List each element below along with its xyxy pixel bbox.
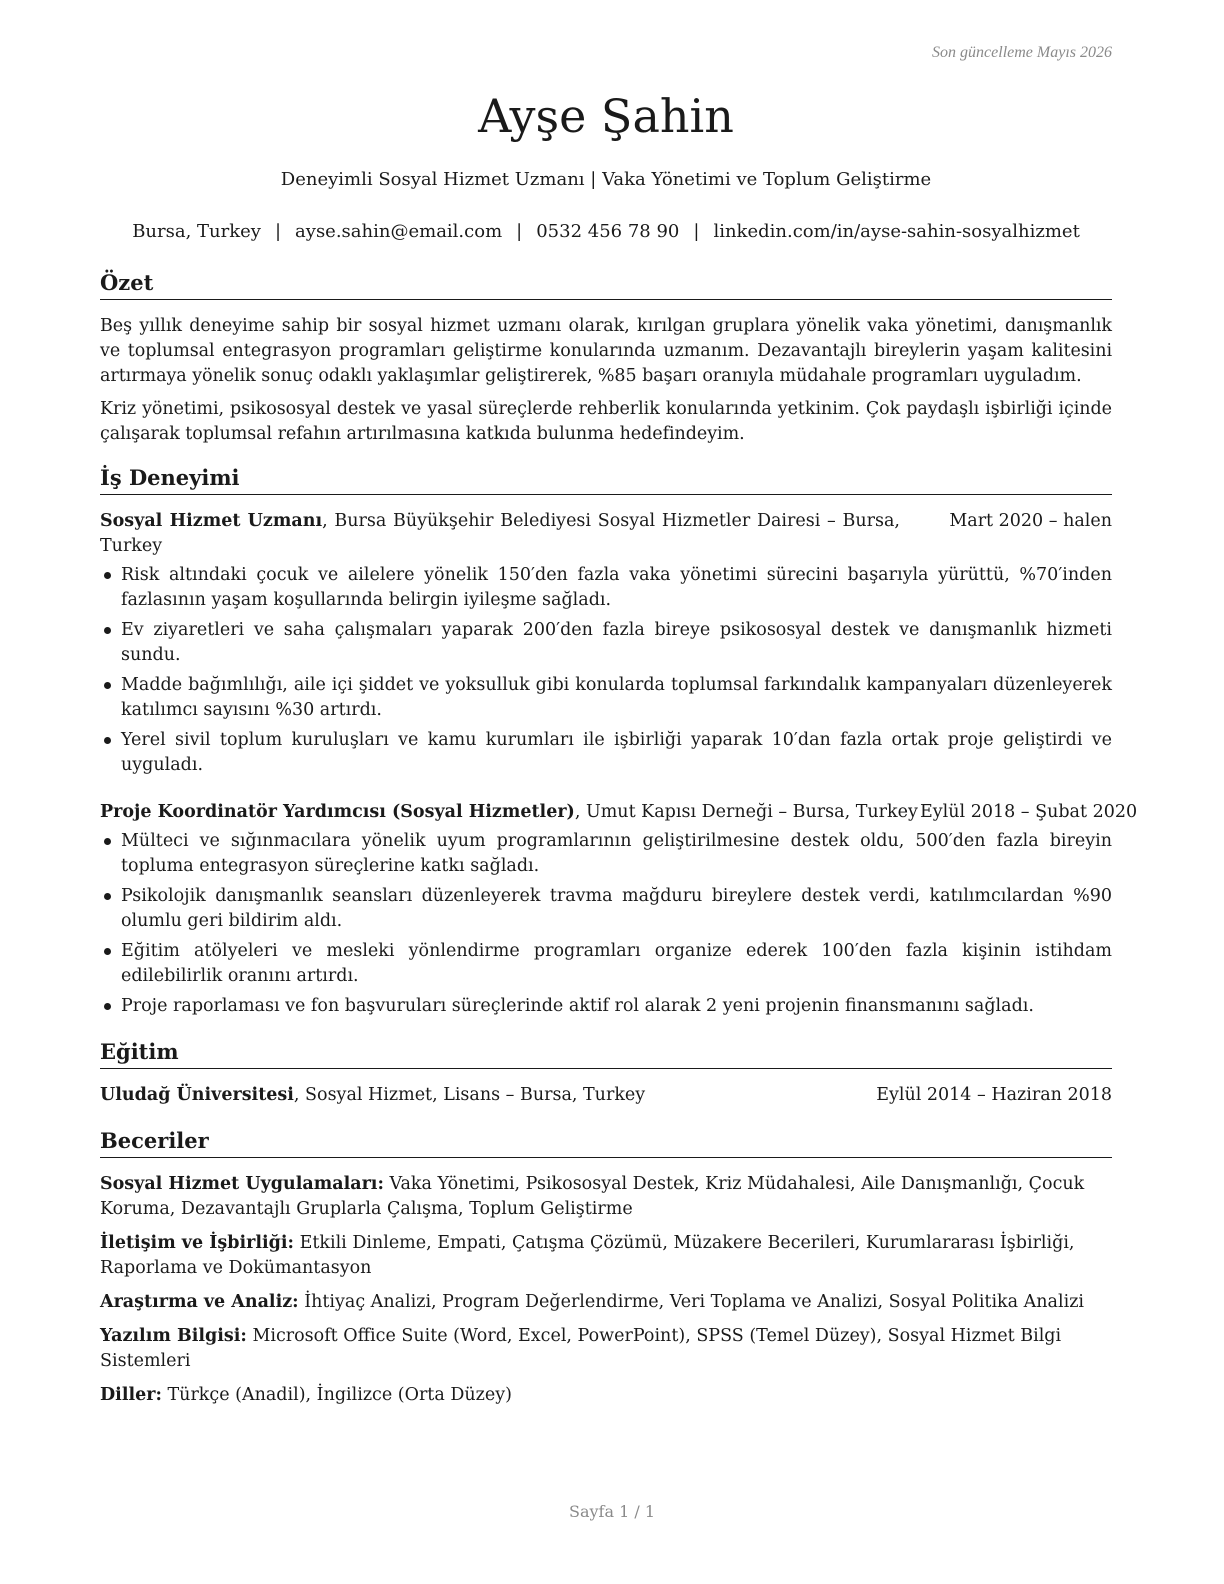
skill-label: Yazılım Bilgisi: — [100, 1326, 247, 1346]
job-title-line — [100, 800, 918, 825]
job-entry — [100, 800, 1138, 1019]
education-line — [100, 1083, 645, 1108]
contact-separator: | — [516, 221, 523, 242]
summary-paragraph: Beş yıllık deneyime sahip bir sosyal hizmet uzmanı olarak, kırılgan gruplara yönelik vaka yönetimi, danışmanlık ve toplumsal entegrasyon programları geliştirme konularında uzmanım. Dezavantajlı bireylerin yaşam kalitesini artırmaya yönelik sonuç odaklı yaklaşımlar geliştirerek, %85 başarı oranıyla müdahale programları uyguladım. — [100, 316, 1112, 386]
education-section — [100, 1037, 1112, 1108]
list-item: Madde bağımlılığı, aile içi şiddet ve yoksulluk gibi konularda toplumsal farkındalık kampanyaları düzenleyerek katılımcı sayısını %30 artırdı. — [100, 673, 1112, 723]
skill-value: Microsoft Office Suite (Word, Excel, PowerPoint), SPSS (Temel Düzey), Sosyal Hizmet Bilgi Sistemleri — [100, 1326, 1062, 1371]
resume-name: Ayşe Şahin — [478, 89, 734, 143]
skill-row — [100, 1231, 1112, 1281]
skill-row — [100, 1383, 1112, 1408]
skill-row — [100, 1172, 1112, 1222]
job-header — [100, 800, 1138, 825]
education-entry — [100, 1083, 1112, 1108]
page-number: Sayfa 1 / 1 — [568, 1502, 655, 1521]
contact-separator: | — [693, 221, 700, 242]
contact-email[interactable]: ayse.sahin@email.com — [295, 221, 503, 242]
list-item: Eğitim atölyeleri ve mesleki yönlendirme programları organize ederek 100′den fazla kişinin istihdam edilebilirlik oranını artırdı. — [100, 939, 1112, 989]
contact-linkedin[interactable]: linkedin.com/in/ayse-sahin-sosyalhizmet — [713, 221, 1080, 242]
skill-label: İletişim ve İşbirliği: — [100, 1233, 294, 1253]
contact-location: Bursa, Turkey — [132, 221, 261, 242]
skills-title: Beceriler — [100, 1126, 1112, 1158]
list-item: Ev ziyaretleri ve saha çalışmaları yaparak 200′den fazla bireye psikososyal destek ve danışmanlık hizmeti sundu. — [100, 618, 1112, 668]
list-item: Yerel sivil toplum kuruluşları ve kamu kurumları ile işbirliği yaparak 10′dan fazla ortak proje geliştirdi ve uyguladı. — [100, 728, 1112, 778]
experience-section — [100, 463, 1138, 1019]
last-updated: Son güncelleme Mayıs 2026 — [932, 44, 1112, 61]
skill-value: İhtiyaç Analizi, Program Değerlendirme, Veri Toplama ve Analizi, Sosyal Politika Analizi — [298, 1292, 1085, 1312]
skill-value: Türkçe (Anadil), İngilizce (Orta Düzey) — [161, 1385, 512, 1405]
list-item: Proje raporlaması ve fon başvuruları süreçlerinde aktif rol alarak 2 yeni projenin finansmanını sağladı. — [100, 994, 1112, 1019]
contact-separator: | — [274, 221, 282, 242]
list-item: Psikolojik danışmanlık seansları düzenleyerek travma mağduru bireylere destek verdi, katılımcılardan %90 olumlu geri bildirim aldı. — [100, 884, 1112, 934]
contact-phone: 0532 456 78 90 — [536, 221, 680, 242]
list-item: Mülteci ve sığınmacılara yönelik uyum programlarının geliştirilmesine destek oldu, 500′den fazla bireyin topluma entegrasyon süreçlerine katkı sağladı. — [100, 829, 1112, 879]
job-role: Sosyal Hizmet Uzmanı — [100, 511, 323, 531]
job-bullets — [100, 563, 1112, 778]
job-role: Proje Koordinatör Yardımcısı (Sosyal Hizmetler) — [100, 802, 575, 822]
education-title: Eğitim — [100, 1037, 1112, 1069]
skill-row — [100, 1290, 1112, 1315]
job-header — [100, 509, 1112, 559]
education-dates: Eylül 2014 – Haziran 2018 — [876, 1085, 1112, 1105]
resume-content — [100, 268, 1138, 1417]
summary-paragraph: Kriz yönetimi, psikososyal destek ve yasal süreçlerde rehberlik konularında yetkinim. Çok paydaşlı işbirliği içinde çalışarak toplumsal refahın artırılmasına katkıda bulunma hedefindeyim. — [100, 399, 1112, 444]
job-dates: Mart 2020 – halen — [949, 511, 1112, 531]
education-school: Uludağ Üniversitesi — [100, 1085, 294, 1105]
job-dates: Eylül 2018 – Şubat 2020 — [920, 802, 1138, 822]
job-entry — [100, 509, 1112, 778]
job-bullets — [100, 829, 1112, 1019]
skill-row — [100, 1324, 1112, 1374]
skill-label: Diller: — [100, 1385, 162, 1405]
skill-label: Araştırma ve Analiz: — [100, 1292, 299, 1312]
skills-section — [100, 1126, 1112, 1408]
list-item: Risk altındaki çocuk ve ailelere yönelik 150′den fazla vaka yönetimi sürecini başarıyla yürüttü, %70′inden fazlasının yaşam koşullarında belirgin iyileşme sağladı. — [100, 563, 1112, 613]
skill-value: Etkili Dinleme, Empati, Çatışma Çözümü, Müzakere Becerileri, Kurumlararası İşbirliği, Raporlama ve Dokümantasyon — [100, 1233, 1075, 1278]
contact-line — [100, 220, 1112, 244]
education-detail: , Sosyal Hizmet, Lisans – Bursa, Turkey — [293, 1085, 646, 1105]
job-organization: , Bursa Büyükşehir Belediyesi Sosyal Hizmetler Dairesi – Bursa, Turkey — [100, 511, 900, 556]
skill-label: Sosyal Hizmet Uygulamaları: — [100, 1174, 384, 1194]
summary-section — [100, 268, 1112, 447]
job-organization: , Umut Kapısı Derneği – Bursa, Turkey — [574, 802, 918, 822]
skill-value: Vaka Yönetimi, Psikososyal Destek, Kriz Müdahalesi, Aile Danışmanlığı, Çocuk Koruma, Dezavantajlı Gruplarla Çalışma, Toplum Geliştirme — [100, 1174, 1085, 1219]
experience-title: İş Deneyimi — [100, 463, 1112, 495]
summary-title: Özet — [100, 268, 1112, 300]
resume-tagline: Deneyimli Sosyal Hizmet Uzmanı | Vaka Yönetimi ve Toplum Geliştirme — [280, 169, 932, 190]
job-title-line — [100, 509, 900, 559]
